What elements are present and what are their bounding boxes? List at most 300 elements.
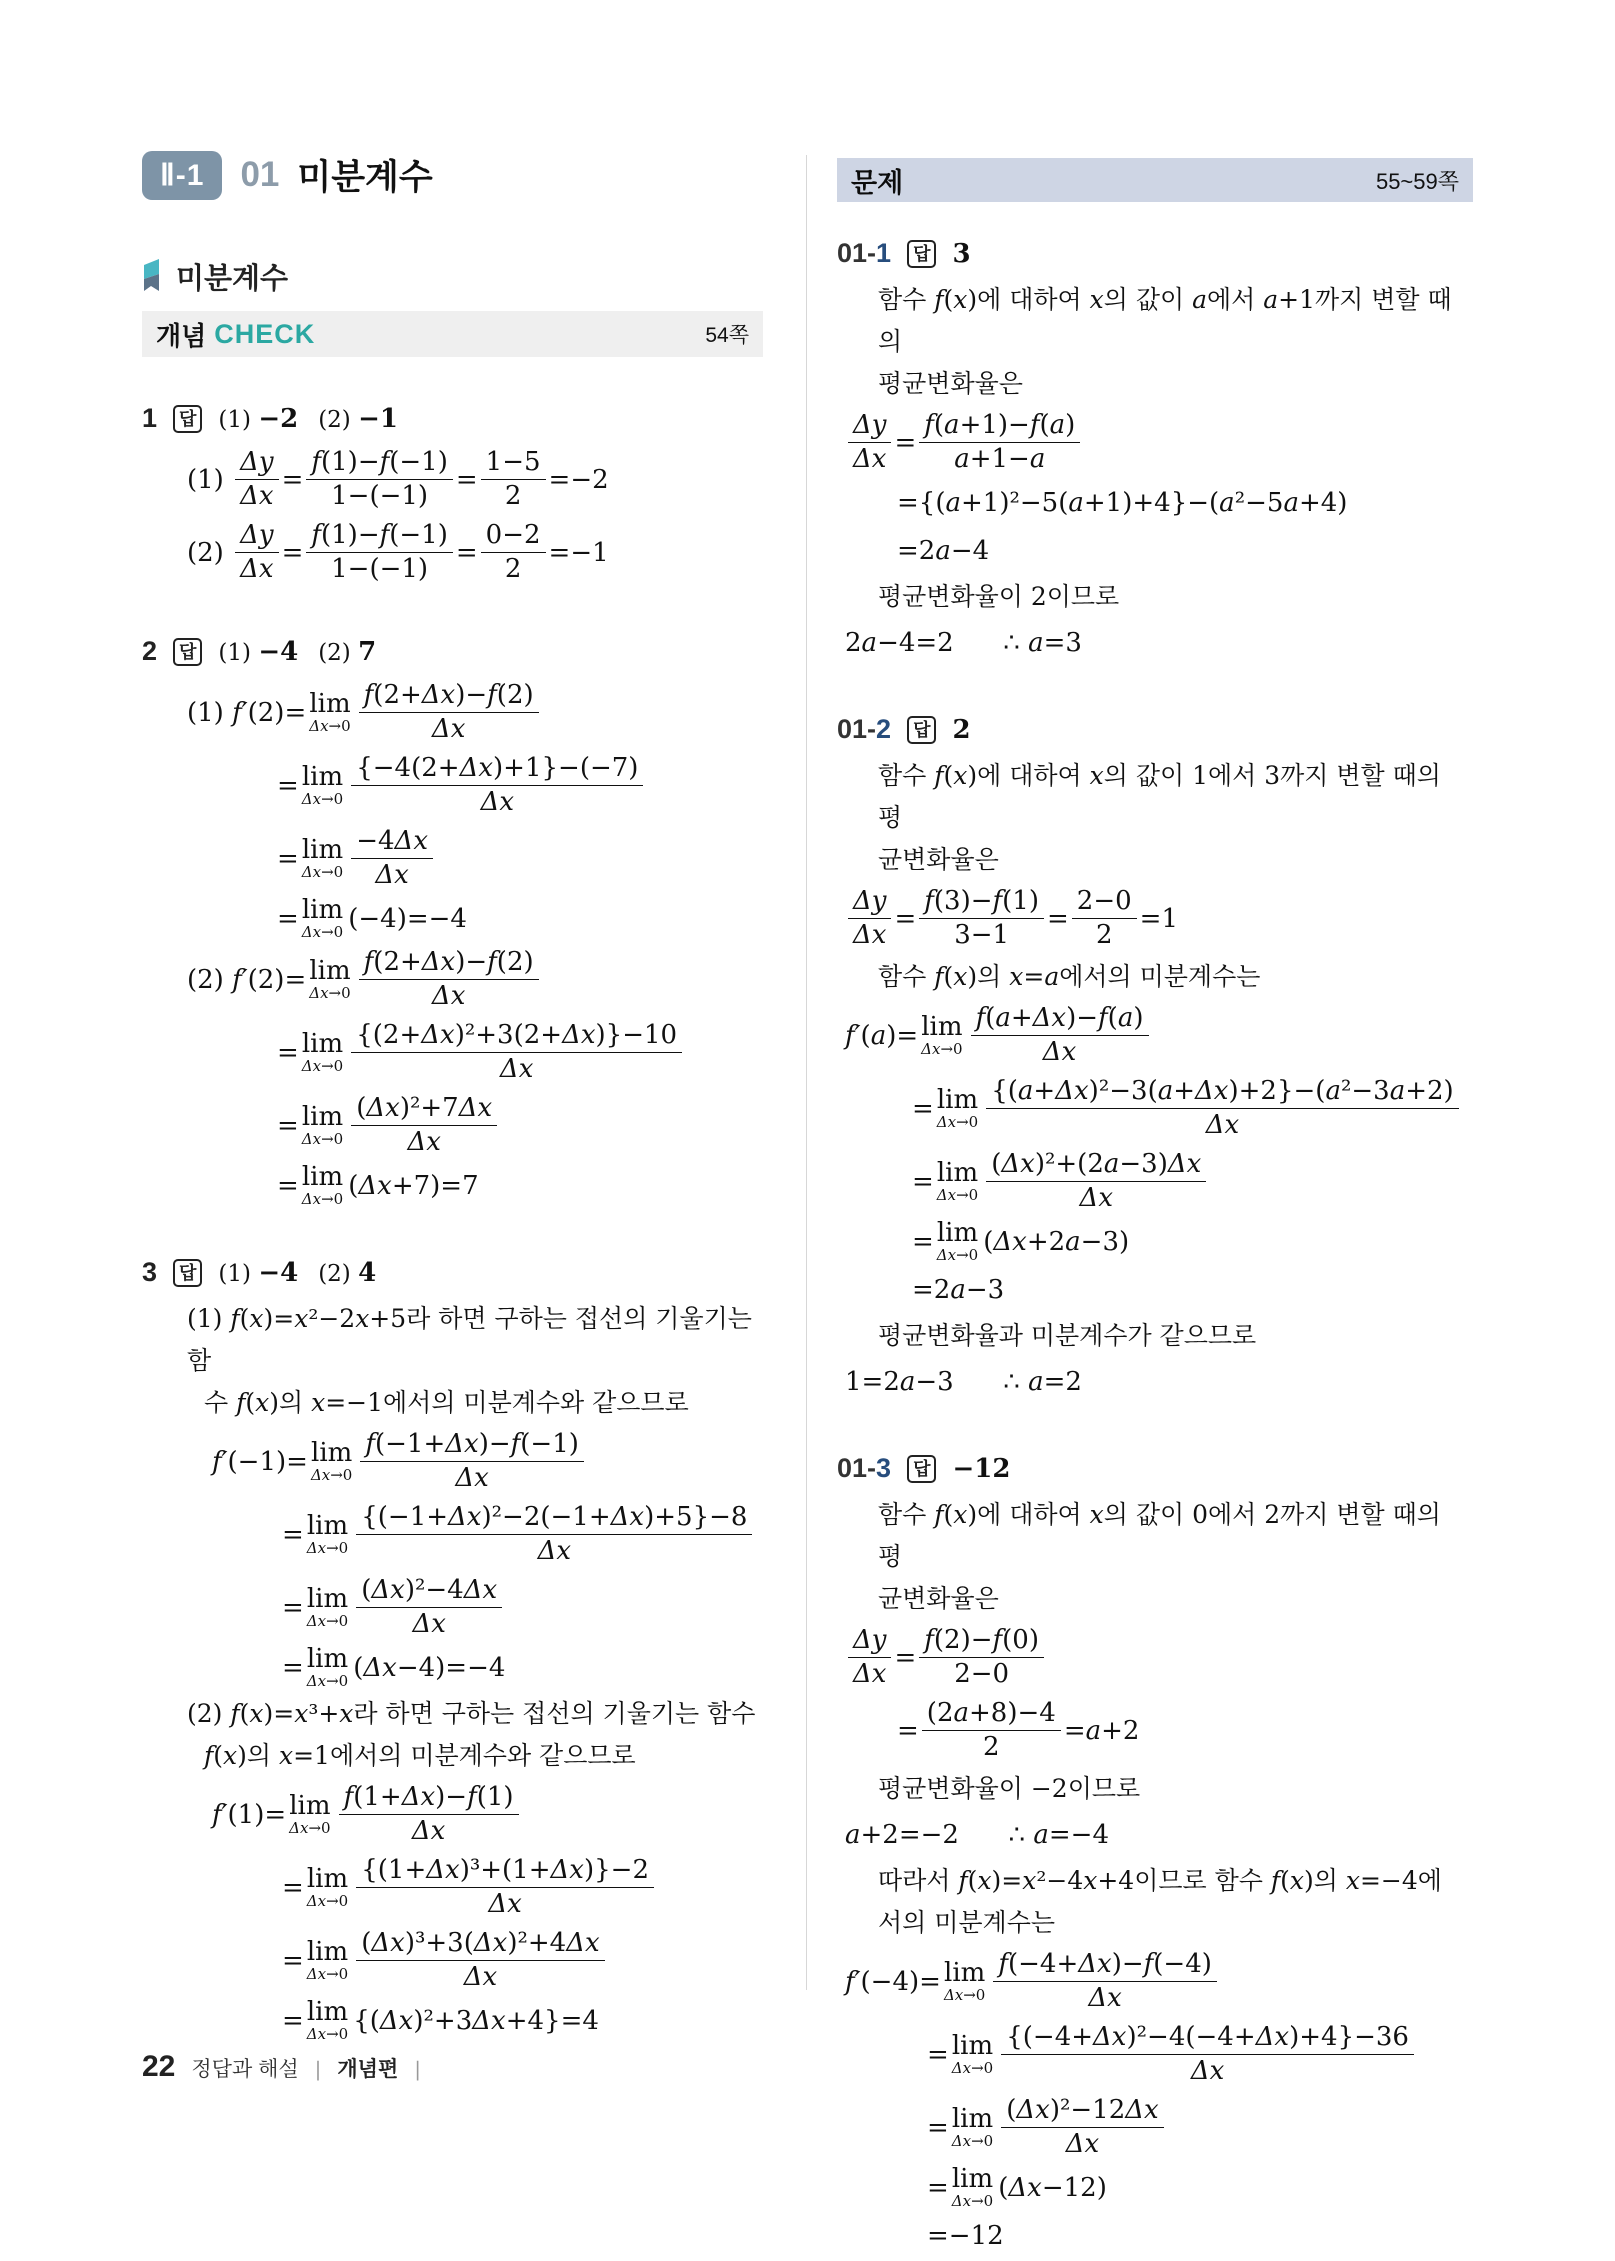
- math-text: →0: [956, 1185, 979, 1204]
- math-variable: a: [1283, 488, 1299, 518]
- math-variable: Δx: [306, 1964, 327, 1983]
- math-line: [837, 1359, 1473, 1405]
- math-variable: Δx: [1093, 2022, 1127, 2052]
- math-text: )}−2: [583, 1855, 649, 1885]
- math-variable: f: [992, 886, 1003, 916]
- math-line: [837, 1073, 1473, 1144]
- math-line: [837, 480, 1473, 526]
- math-text: →0: [321, 789, 344, 808]
- math-variable: f: [1270, 1866, 1281, 1895]
- math-variable: f: [510, 1429, 521, 1459]
- math-text: )에 대하여: [967, 1500, 1090, 1529]
- math-text: )의: [967, 962, 1010, 991]
- math-text: )=: [263, 1699, 295, 1728]
- math-text: (: [933, 410, 945, 440]
- math-variable: Δx: [1032, 1003, 1067, 1033]
- math-variable: x: [1089, 761, 1104, 790]
- answer-item: (1) −2: [218, 403, 299, 434]
- math-text: (2: [926, 1698, 954, 1728]
- math-variable: x: [1289, 1866, 1304, 1895]
- answer-values: [952, 715, 970, 745]
- math-text: →0: [321, 923, 344, 941]
- math-text: (1): [476, 1782, 514, 1812]
- math-variable: a: [1029, 444, 1046, 474]
- math-text: −4=2 ∴: [877, 628, 1029, 658]
- math-text: )³+(1+: [459, 1855, 551, 1885]
- math-text: =: [912, 1166, 934, 1197]
- math-text: (2)=: [247, 697, 307, 728]
- math-text: +: [1033, 1076, 1056, 1106]
- math-text: 에서의 미분계수는: [1059, 962, 1261, 991]
- math-variable: Δx: [1088, 1983, 1122, 2013]
- math-text: →0: [971, 2058, 994, 2077]
- math-text: =: [282, 2006, 304, 2036]
- answer-values: [218, 404, 398, 434]
- problem-number: 01-2: [837, 714, 892, 744]
- math-variable: a: [1085, 1715, 1102, 1746]
- math-text: −4: [950, 536, 990, 566]
- math-text: +1)+4}−(: [1083, 488, 1220, 518]
- math-text: (−1+: [374, 1429, 446, 1459]
- math-text: (: [943, 761, 954, 790]
- math-variable: x: [953, 1500, 968, 1529]
- math-variable: Δx: [363, 1653, 397, 1683]
- math-variable: Δy: [240, 520, 274, 550]
- problem-number: 01-1: [837, 238, 892, 268]
- fraction: [356, 1928, 604, 1993]
- math-text: =1에서의 미분계수와 같으므로: [293, 1741, 636, 1770]
- math-variable: f: [934, 761, 944, 790]
- math-variable: Δx: [1205, 1110, 1240, 1140]
- math-text: 수: [204, 1388, 237, 1417]
- math-line: [142, 1998, 763, 2044]
- math-line: [837, 2165, 1473, 2211]
- math-line: [142, 444, 763, 515]
- math-text: )−: [455, 947, 488, 977]
- limit-operator: lim Δx→0: [309, 955, 351, 1002]
- math-line: [142, 1163, 763, 1209]
- math-line: [837, 1695, 1473, 1766]
- math-text: +2: [1101, 1715, 1140, 1746]
- math-line: [142, 750, 763, 821]
- math-variable: Δx: [358, 1171, 392, 1201]
- math-text: =: [281, 464, 304, 495]
- limit-operator: lim Δx→0: [301, 761, 344, 808]
- math-text: )+4}−36: [1289, 2022, 1409, 2052]
- math-text: →0: [326, 1672, 349, 1690]
- chapter-number: 01: [240, 155, 280, 194]
- math-variable: x: [255, 1388, 270, 1417]
- math-text: +4}=4: [505, 2006, 599, 2036]
- math-text: =: [282, 1872, 304, 1903]
- fraction: [356, 1575, 502, 1640]
- math-variable: Δx: [566, 1928, 600, 1958]
- math-line: [142, 944, 763, 1015]
- limit-operator: lim Δx→0: [921, 1011, 963, 1058]
- math-variable: x: [294, 1699, 309, 1728]
- math-text: =2: [897, 536, 936, 566]
- math-variable: Δx: [951, 2131, 972, 2150]
- math-text: =: [912, 1227, 934, 1257]
- math-variable: Δx: [407, 1127, 441, 1157]
- math-text: ³+: [308, 1699, 340, 1728]
- math-variable: Δx: [421, 680, 456, 710]
- math-variable: Δx: [1016, 2095, 1050, 2125]
- math-text: )−: [1066, 1003, 1099, 1033]
- math-text: =: [282, 1653, 304, 1683]
- math-text: =: [282, 1519, 304, 1550]
- math-variable: Δx: [853, 444, 887, 474]
- math-variable: a: [845, 1820, 861, 1850]
- math-variable: f: [487, 947, 497, 977]
- math-text: )²−2(−1+: [481, 1502, 611, 1532]
- math-variable: Δx: [473, 1928, 508, 1958]
- fraction: [986, 1149, 1206, 1214]
- math-variable: x: [311, 1388, 326, 1417]
- limit-operator: lim Δx→0: [306, 1936, 349, 1983]
- math-text: (: [860, 1020, 871, 1051]
- math-text: )의: [237, 1741, 279, 1770]
- math-text: +4): [1298, 488, 1348, 518]
- math-text: )의: [1303, 1866, 1346, 1895]
- math-variable: Δx: [1167, 1149, 1202, 1179]
- math-text: +: [1173, 1076, 1196, 1106]
- math-text: 함수: [878, 761, 935, 790]
- math-variable: Δx: [936, 1185, 957, 1204]
- math-text: (: [983, 1227, 994, 1257]
- math-text: +7)=7: [391, 1171, 479, 1201]
- fraction: [481, 520, 546, 585]
- math-text: 평균변화율과 미분계수가 같으므로: [878, 1321, 1257, 1350]
- math-variable: Δx: [951, 2058, 972, 2077]
- answer-item: 2: [952, 714, 971, 745]
- math-text: +8)−4: [969, 1698, 1056, 1728]
- math-variable: Δx: [853, 920, 887, 950]
- math-text: )+5}−8: [644, 1502, 748, 1532]
- math-text: (−4)=−4: [348, 904, 467, 934]
- math-variable: a: [861, 628, 878, 658]
- math-variable: a: [1017, 1076, 1034, 1106]
- page-header: [142, 150, 433, 200]
- math-text: (2): [187, 537, 233, 568]
- math-text: )²−12: [1049, 2095, 1126, 2125]
- math-text: (2+: [373, 680, 422, 710]
- footer-separator: |: [414, 2057, 421, 2081]
- math-text: =−2: [548, 464, 609, 495]
- problem-block: [837, 1453, 1473, 2259]
- math-text: =2: [1043, 1367, 1082, 1397]
- page-footer: [142, 2050, 421, 2084]
- math-text: (2): [187, 964, 233, 995]
- math-text: =: [897, 1715, 919, 1746]
- fraction: [359, 947, 539, 1012]
- math-variable: Δx: [306, 1891, 327, 1910]
- math-text: (0): [1002, 1625, 1039, 1655]
- math-line: [837, 1946, 1473, 2017]
- math-text: →0: [328, 983, 351, 1002]
- math-text: (: [967, 1866, 978, 1895]
- answer-item: (1) −4: [218, 1257, 299, 1288]
- answer-item: (2) 7: [318, 636, 377, 667]
- math-text: (: [361, 1928, 372, 1958]
- math-text: (: [943, 1500, 954, 1529]
- math-text: =: [282, 1592, 304, 1623]
- text-line: [837, 1902, 1473, 1944]
- math-variable: f: [924, 410, 934, 440]
- text-line: [837, 1315, 1473, 1357]
- footer-separator: |: [314, 2057, 322, 2081]
- math-text: (: [1039, 410, 1050, 440]
- text-line: [837, 576, 1473, 618]
- limit-operator: lim Δx→0: [306, 1510, 349, 1557]
- math-text: )³+3(: [404, 1928, 474, 1958]
- math-text: (2): [496, 680, 534, 710]
- math-text: )=: [886, 1020, 919, 1051]
- math-variable: Δx: [480, 787, 515, 817]
- text-line: [142, 1735, 763, 1777]
- math-variable: a: [1325, 1076, 1341, 1106]
- math-variable: Δx: [1195, 1076, 1229, 1106]
- math-text: =−1: [548, 537, 609, 568]
- math-variable: f: [236, 1388, 246, 1417]
- footer-text: 정답과 해설: [191, 2058, 299, 2081]
- math-variable: f: [311, 520, 321, 550]
- answer-item: (1) −4: [218, 636, 299, 667]
- fraction: [481, 447, 546, 512]
- problems-page-ref: 55~59쪽: [1375, 168, 1459, 194]
- math-text: +5라 하면 구하는 접선의 기울기는 함: [187, 1304, 760, 1375]
- fraction: [351, 1020, 682, 1085]
- math-variable: Δx: [306, 2025, 327, 2043]
- math-variable: Δx: [375, 860, 409, 890]
- math-variable: Δx: [448, 1502, 482, 1532]
- limit-operator: lim Δx→0: [301, 1162, 344, 1208]
- math-variable: Δx: [1079, 1183, 1113, 1213]
- limit-operator: lim Δx→0: [306, 1997, 349, 2043]
- solution-lines: [142, 677, 763, 1209]
- math-text: →0: [326, 1891, 349, 1910]
- check-label: CHECK: [214, 318, 316, 349]
- answer-item: (2) 4: [318, 1257, 377, 1288]
- math-variable: Δy: [853, 1625, 887, 1655]
- math-text: =: [894, 427, 917, 458]
- math-text: {(2+: [356, 1020, 422, 1050]
- math-text: (: [353, 1653, 364, 1683]
- math-text: =: [277, 904, 299, 934]
- math-line: [837, 1000, 1473, 1071]
- math-text: (1): [187, 697, 233, 728]
- problem-header: [142, 1257, 763, 1288]
- math-line: [837, 1219, 1473, 1265]
- math-text: (: [348, 1171, 359, 1201]
- math-variable: Δx: [488, 1889, 522, 1919]
- math-variable: a: [954, 444, 970, 474]
- math-text: →0: [326, 1611, 349, 1630]
- math-variable: Δx: [1055, 1076, 1089, 1106]
- math-line: [837, 2092, 1473, 2163]
- math-variable: Δx: [1008, 2173, 1042, 2203]
- text-line: [837, 1578, 1473, 1620]
- math-text: =: [912, 1093, 934, 1124]
- footer-edition: 개념편: [337, 2058, 399, 2081]
- math-variable: Δx: [431, 981, 466, 1011]
- math-text: =: [894, 903, 917, 934]
- math-variable: a: [935, 536, 951, 566]
- math-variable: Δx: [240, 481, 274, 511]
- math-text: =−4: [1048, 1820, 1109, 1850]
- math-text: 3−1: [954, 920, 1010, 950]
- math-text: →0: [971, 2131, 994, 2150]
- concept-label: 개념: [156, 320, 207, 351]
- math-variable: x: [223, 1741, 238, 1770]
- math-variable: Δx: [550, 1855, 584, 1885]
- text-line: [837, 1860, 1473, 1902]
- math-variable: Δx: [463, 1575, 498, 1605]
- math-variable: Δx: [412, 1609, 446, 1639]
- limit-operator: lim Δx→0: [301, 1028, 344, 1075]
- fraction: [359, 680, 539, 745]
- text-line: [142, 1693, 763, 1735]
- math-variable: f: [1029, 410, 1040, 440]
- math-line: [837, 2213, 1473, 2259]
- math-text: {(: [353, 2006, 380, 2036]
- math-text: (3)−: [933, 886, 993, 916]
- math-variable: f: [230, 1304, 240, 1333]
- math-text: 서의 미분계수는: [878, 1908, 1055, 1937]
- math-variable: Δx: [562, 1020, 596, 1050]
- math-text: {(−4+: [1006, 2022, 1094, 2052]
- math-line: [837, 2019, 1473, 2090]
- math-variable: f: [1143, 1949, 1154, 1979]
- math-variable: x: [953, 962, 968, 991]
- math-text: =: [281, 537, 304, 568]
- math-variable: f′: [232, 697, 248, 728]
- math-variable: f: [934, 285, 944, 314]
- math-text: 2−0: [954, 1659, 1010, 1689]
- problem-header: [837, 1453, 1473, 1484]
- math-variable: f: [363, 947, 374, 977]
- math-text: 2: [504, 554, 522, 584]
- math-variable: Δx: [1190, 2056, 1225, 2086]
- math-variable: x: [339, 1699, 354, 1728]
- math-variable: x: [1022, 1866, 1037, 1895]
- math-variable: x: [279, 1741, 294, 1770]
- math-text: (: [1107, 1003, 1118, 1033]
- math-variable: f′: [845, 1020, 861, 1051]
- math-variable: a: [1068, 488, 1084, 518]
- math-text: ): [1065, 410, 1076, 440]
- section-ribbon-icon: [142, 259, 164, 295]
- limit-operator: lim Δx→0: [943, 1957, 986, 2004]
- math-text: =: [894, 1642, 917, 1673]
- text-line: [837, 279, 1473, 363]
- math-text: =1: [1139, 903, 1178, 934]
- math-variable: Δx: [1078, 1949, 1112, 1979]
- math-text: −3: [965, 1275, 1005, 1305]
- math-text: (: [943, 285, 954, 314]
- math-variable: Δx: [306, 1538, 327, 1557]
- limit-operator: lim Δx→0: [936, 1218, 979, 1264]
- math-line: [142, 1572, 763, 1643]
- math-text: (: [356, 1093, 367, 1123]
- math-variable: x: [249, 1304, 264, 1333]
- math-variable: Δx: [445, 1429, 479, 1459]
- fraction: [356, 1855, 654, 1920]
- math-variable: f: [924, 1625, 934, 1655]
- math-text: )²+4: [507, 1928, 567, 1958]
- fraction: [919, 1625, 1044, 1690]
- math-text: →0: [321, 1190, 344, 1208]
- math-text: {(1+: [361, 1855, 427, 1885]
- math-text: 의 값이 0에서 2까지 변할 때의 평: [878, 1500, 1449, 1571]
- math-variable: f: [992, 1625, 1003, 1655]
- limit-operator: lim Δx→0: [306, 1644, 349, 1690]
- text-line: [837, 1494, 1473, 1578]
- math-text: 의 값이 1에서 3까지 변할 때의 평: [878, 761, 1449, 832]
- problems-bar: [837, 158, 1473, 202]
- math-variable: Δx: [371, 1575, 405, 1605]
- limit-operator: lim Δx→0: [309, 688, 351, 735]
- math-text: =: [277, 843, 299, 874]
- page-number: 22: [142, 2050, 176, 2083]
- math-text: →0: [326, 1964, 349, 1983]
- math-variable: Δx: [936, 1246, 957, 1264]
- math-variable: Δx: [289, 1818, 309, 1837]
- math-text: =: [1046, 903, 1069, 934]
- math-text: )²+7: [399, 1093, 459, 1123]
- math-text: →0: [321, 1056, 344, 1075]
- math-text: )+2}−(: [1228, 1076, 1326, 1106]
- math-text: ²−5: [1234, 488, 1284, 518]
- math-text: →0: [956, 1246, 979, 1264]
- chapter-title: 미분계수: [297, 158, 433, 197]
- math-text: +1)²−5(: [961, 488, 1069, 518]
- math-text: =: [277, 1037, 299, 1068]
- math-variable: Δx: [301, 1056, 322, 1075]
- math-text: =: [927, 2173, 949, 2203]
- column-divider: [806, 155, 807, 1990]
- math-text: =: [277, 1110, 299, 1141]
- math-variable: x: [294, 1304, 309, 1333]
- math-text: →0: [321, 862, 344, 881]
- math-text: −3 ∴: [915, 1367, 1029, 1397]
- fraction: [993, 1949, 1217, 2014]
- concept-page-ref: 54쪽: [705, 324, 749, 347]
- math-text: =: [1063, 1715, 1086, 1746]
- problem-block: [142, 403, 763, 588]
- math-variable: f: [1098, 1003, 1108, 1033]
- math-variable: x: [1083, 1866, 1098, 1895]
- fraction: [848, 1625, 891, 1690]
- math-line: [142, 517, 763, 588]
- math-variable: f′: [212, 1799, 228, 1830]
- math-variable: Δx: [1065, 2129, 1100, 2159]
- math-variable: a: [1028, 628, 1044, 658]
- limit-operator: lim Δx→0: [951, 2164, 994, 2210]
- math-text: )²−4: [404, 1575, 464, 1605]
- math-variable: Δx: [455, 1463, 489, 1493]
- math-text: (: [239, 1304, 250, 1333]
- math-line: [142, 1779, 763, 1850]
- math-variable: f′: [232, 964, 248, 995]
- answer-item: −12: [952, 1453, 1011, 1484]
- math-line: [142, 1852, 763, 1923]
- math-text: )=: [263, 1304, 295, 1333]
- math-variable: Δx: [309, 716, 329, 735]
- math-variable: a: [870, 1020, 887, 1051]
- problem-block: [837, 714, 1473, 1405]
- math-variable: a: [1192, 285, 1208, 314]
